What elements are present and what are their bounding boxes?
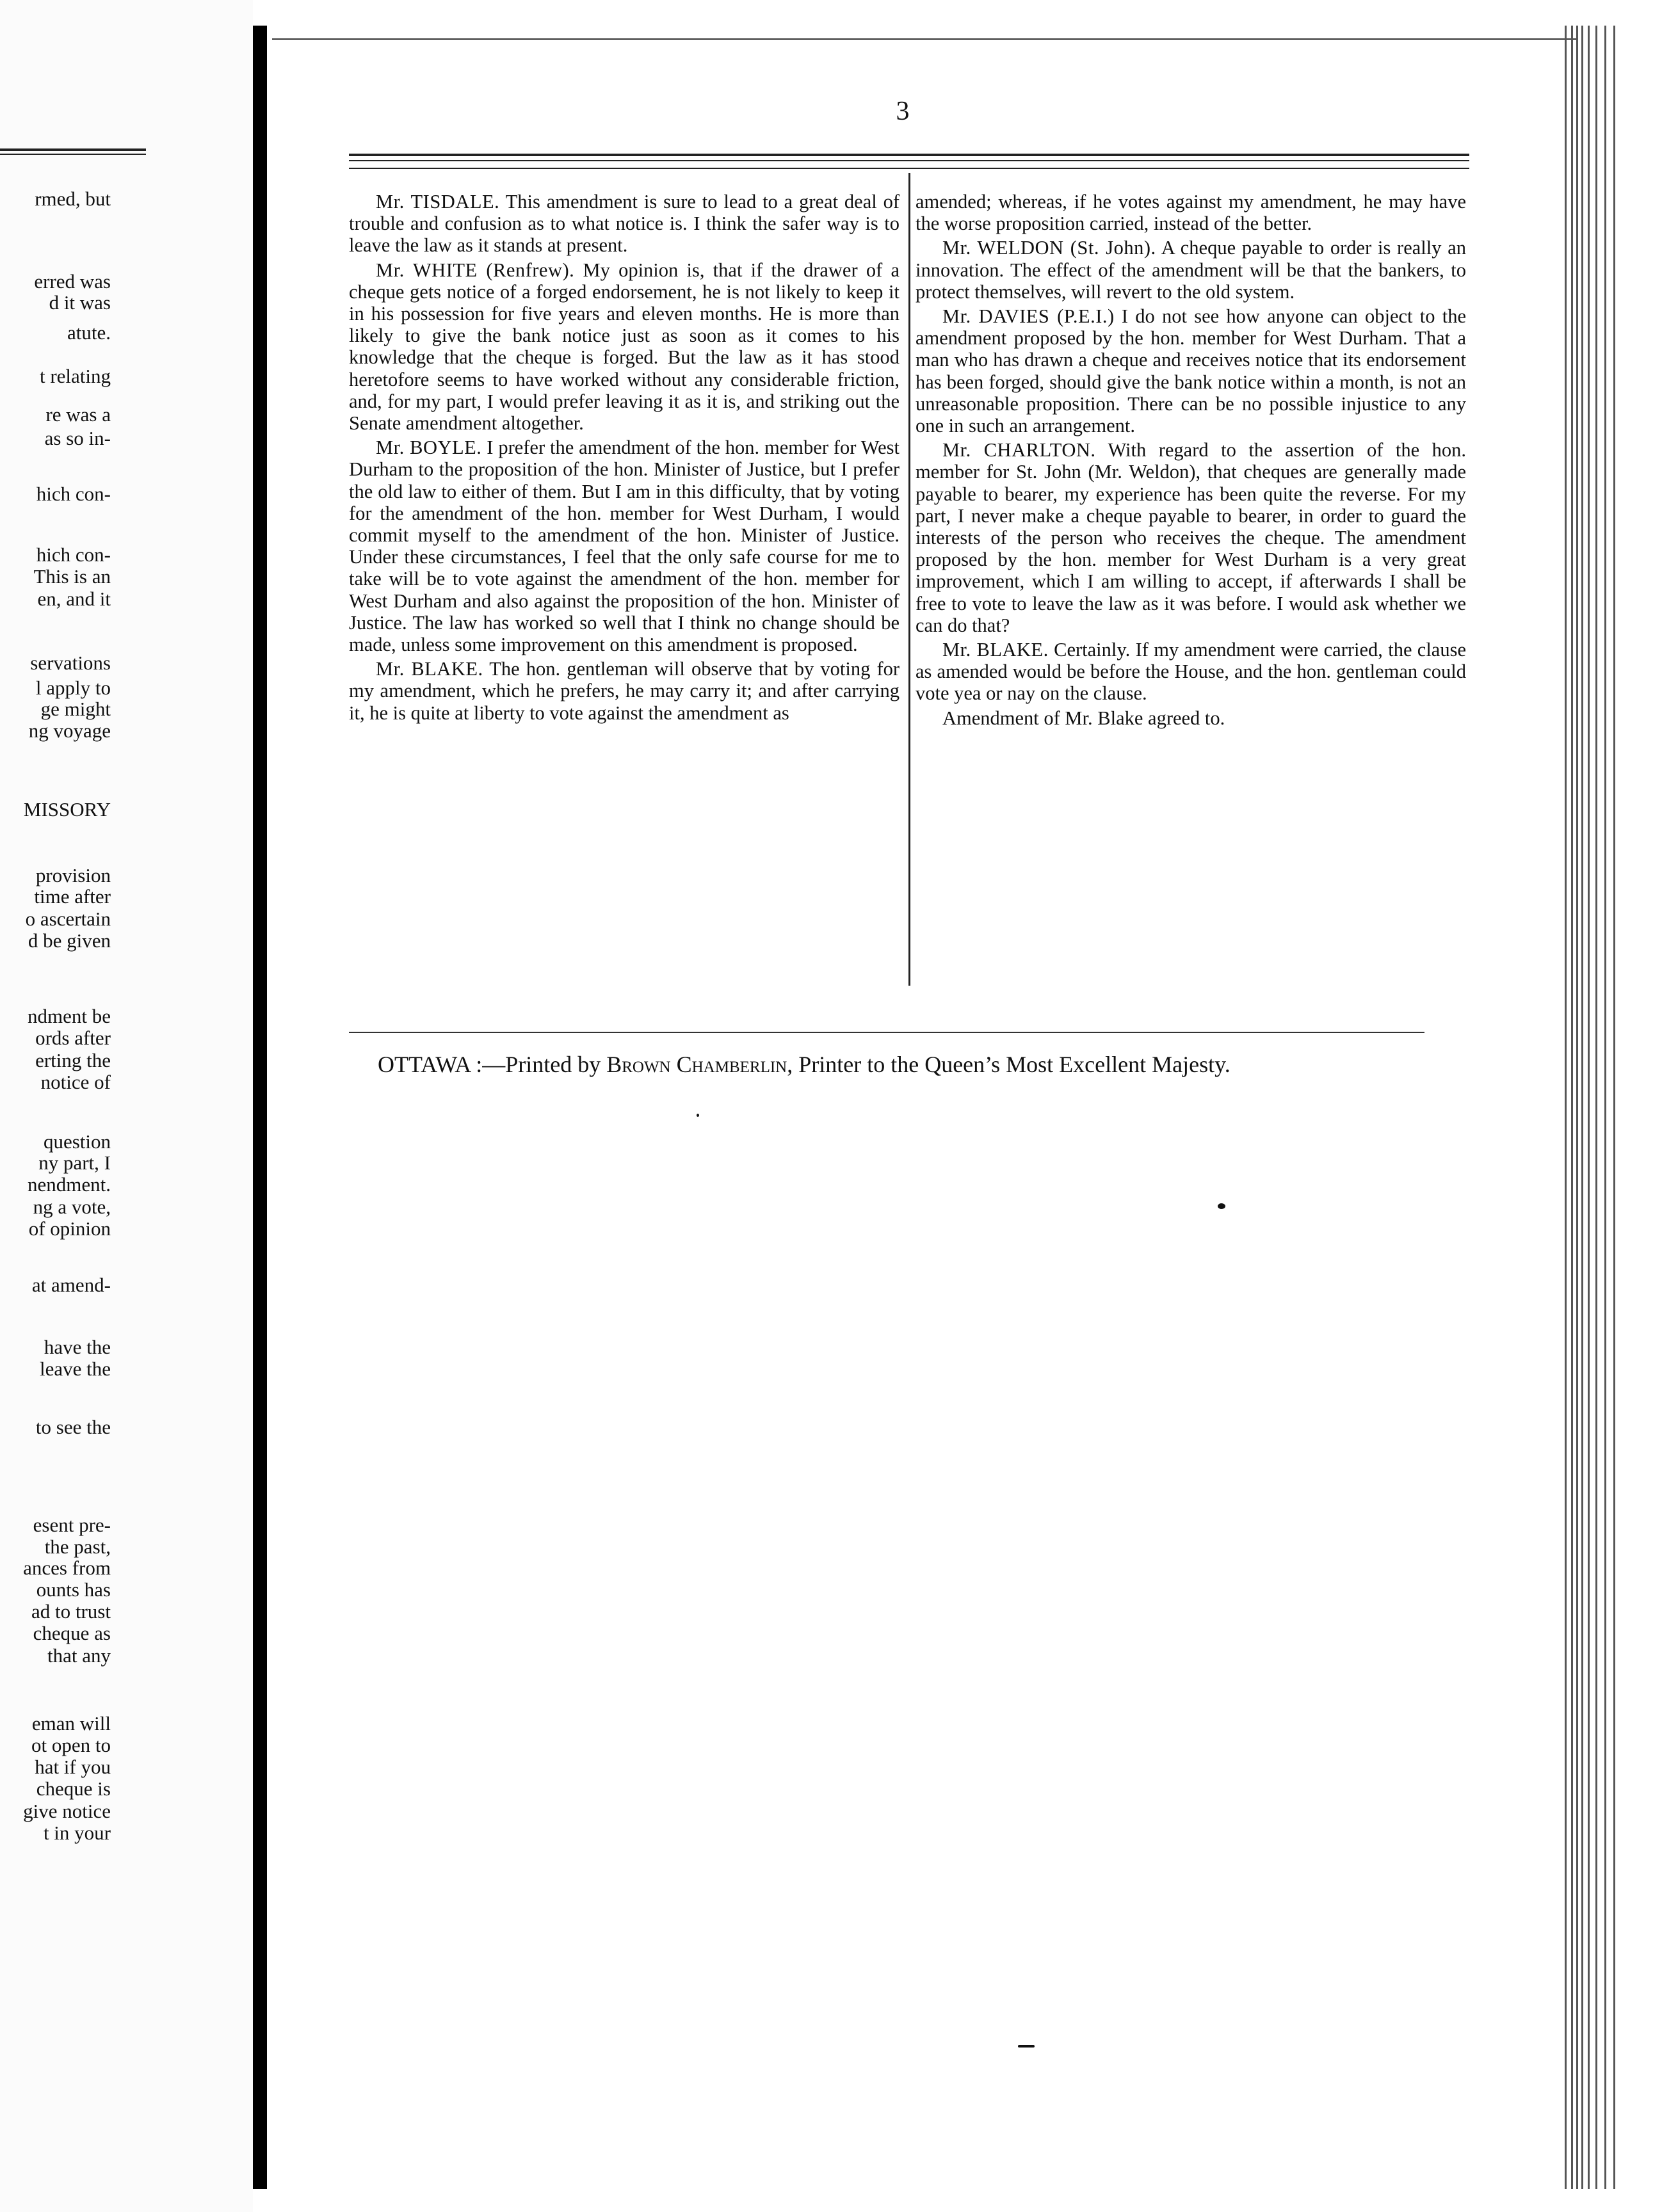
column-divider: [908, 173, 910, 986]
speech-paragraph: [916, 305, 1466, 437]
left-page-fragment: provision: [35, 864, 111, 886]
speech-paragraph: [916, 237, 1466, 303]
left-page-fragment: t relating: [39, 365, 111, 387]
speaker-name: Mr. BLAKE.: [942, 639, 1049, 661]
left-page-fragment: question: [43, 1130, 111, 1153]
left-page-fragment: d it was: [49, 291, 111, 314]
left-page-fragment: have the: [44, 1336, 111, 1358]
speech-text: Certainly. If my amendment were carried, the clause as amended would be before the House, and the hon. gentleman could vote yea or nay on the clause.: [916, 639, 1466, 705]
header-rule: [349, 168, 1469, 169]
left-page-fragment: cheque is: [36, 1777, 111, 1800]
speaker-name: Mr. BLAKE.: [376, 658, 483, 680]
left-page-fragment: ng a vote,: [33, 1196, 111, 1218]
imprint-suffix: , Printer to the Queen’s Most Excellent Majesty.: [787, 1052, 1230, 1077]
left-page-fragment: atute.: [67, 321, 111, 344]
left-page-fragment: as so in-: [44, 427, 111, 449]
speech-text: amended; whereas, if he votes against my amendment, he may have the worse proposition carried, instead of the better.: [916, 191, 1466, 235]
left-page-fragment: of opinion: [28, 1217, 111, 1240]
left-page-fragment: time after: [34, 885, 111, 908]
speaker-name: Mr. WHITE (Renfrew).: [376, 259, 575, 281]
left-page-fragment: hat if you: [35, 1756, 111, 1778]
left-page-fragment: leave the: [39, 1358, 111, 1380]
page-top-edge: [272, 38, 1578, 40]
speech-paragraph: [349, 658, 900, 724]
page-leaf-edge: [1595, 26, 1597, 2189]
left-page-fragment: re was a: [45, 403, 111, 426]
imprint-prefix: OTTAWA :—Printed by: [378, 1052, 607, 1077]
left-page-fragment: l apply to: [35, 677, 111, 699]
left-page-fragment: hich con-: [36, 483, 111, 505]
left-page-fragment: ances from: [23, 1557, 111, 1579]
speech-paragraph: [349, 191, 900, 257]
speech-text: A cheque payable to order is really an innovation. The effect of the amendment will be that the bankers, to protect themselves, will revert to the old system.: [916, 237, 1466, 303]
speaker-name: Mr. CHARLTON.: [942, 439, 1096, 461]
left-page-fragment: ge might: [40, 698, 111, 720]
left-page-fragment: en, and it: [37, 588, 111, 610]
left-page-fragment: notice of: [40, 1071, 111, 1093]
speaker-name: Mr. WELDON (St. John).: [942, 237, 1156, 259]
right-column: [916, 191, 1466, 732]
speech-paragraph: [916, 707, 1466, 729]
left-page-fragment: cheque as: [33, 1622, 111, 1644]
left-page-fragment: the past,: [44, 1535, 111, 1558]
left-page-fragment: to see the: [35, 1416, 111, 1438]
speaker-name: Mr. DAVIES (P.E.I.): [942, 305, 1115, 328]
page-leaf-edge: [1576, 26, 1578, 2189]
left-page-fragment: esent pre-: [33, 1514, 111, 1536]
left-page-fragment: ng voyage: [28, 719, 111, 742]
left-page-fragment: erred was: [34, 270, 111, 293]
left-page-fragment: o ascertain: [25, 908, 111, 930]
left-page-fragment: ny part, I: [38, 1151, 111, 1174]
speech-text: Amendment of Mr. Blake agreed to.: [942, 707, 1225, 729]
left-page-fragment: ndment be: [28, 1005, 111, 1027]
page-leaf-edge: [1604, 26, 1606, 2189]
left-page-fragment: that any: [47, 1644, 111, 1667]
speech-text: My opinion is, that if the drawer of a cheque gets notice of a forged endorsement, he is not likely to keep it in his possession for five years and eleven months. He is more than likely to give the bank notice just as soon as it comes to his knowledge that the cheque is forged. But the law as it has stood heretofore seems to have worked without any considerable friction, and, for my part, I would prefer leaving it as it is, and striking out the Senate amendment altogether.: [349, 259, 900, 435]
page-leaf-edge: [1571, 26, 1573, 2189]
speaker-name: Mr. BOYLE.: [376, 437, 482, 459]
page-leaf-edge: [1565, 26, 1567, 2189]
speech-text: I do not see how anyone can object to the amendment proposed by the hon. member for West Durham. That a man who has drawn a cheque and receives notice that its endorsement has been forged, should give the bank notice within a month, is not an unreasonable proposition. There can be no possible injustice to any one in such an arrangement.: [916, 305, 1466, 437]
left-page-fragment: rmed, but: [35, 188, 111, 210]
left-page-fragment: eman will: [31, 1712, 111, 1735]
speech-text: I prefer the amendment of the hon. member for West Durham to the proposition of the hon. Minister of Justice, but I prefer the old law to either of them. But I am in this difficulty, that by voting for the amendment of the hon. member for West Durham, I would commit myself to the amendment of the hon. Minister of Justice. Under these circumstances, I feel that the only safe course for me to take will be to vote against the amendment of the hon. member for West Durham and also against the proposition of the hon. Minister of Justice. The law has worked so well that I think no change should be made, unless some improvement on this amendment is proposed.: [349, 437, 900, 656]
left-page-fragment: servations: [30, 652, 111, 674]
left-page-fragment: ad to trust: [31, 1600, 111, 1623]
page-leaf-edge: [1588, 26, 1590, 2189]
left-facing-page: [0, 0, 253, 2212]
left-page-fragment: ot open to: [31, 1734, 111, 1756]
left-column: [349, 191, 900, 726]
header-rule: [349, 154, 1469, 156]
printer-imprint: [378, 1051, 1434, 1078]
footer-rule: [349, 1032, 1424, 1033]
page-number: 3: [896, 97, 910, 126]
left-page-fragment: nendment.: [28, 1173, 111, 1196]
binding-gutter: [253, 26, 267, 2189]
page-leaf-edge: [1613, 26, 1615, 2189]
left-page-fragment: d be given: [28, 929, 111, 952]
speech-paragraph: [916, 191, 1466, 234]
left-page-rule: [0, 148, 146, 151]
left-page-fragment: t in your: [43, 1822, 111, 1844]
speech-text: With regard to the assertion of the hon. member for St. John (Mr. Weldon), that cheques are generally made payable to bearer, my experience has been quite the reverse. For my part, I never make a cheque payable to bearer, in order to guard the interests of the person who receives the cheque. The amendment proposed by the hon. member for West Durham is a very great improvement, which I am willing to accept, if afterwards I shall be free to vote to leave the law as it was before. I would ask whether we can do that?: [916, 439, 1466, 636]
speech-text: The hon. gentleman will observe that by voting for my amendment, which he prefers, he may carry it; and after carrying it, he is quite at liberty to vote against the amendment as: [349, 658, 900, 724]
left-page-rule: [0, 154, 146, 155]
speech-paragraph: [349, 259, 900, 435]
speech-paragraph: [916, 439, 1466, 636]
header-rule: [349, 160, 1469, 161]
left-page-fragment: give notice: [23, 1800, 111, 1822]
speech-text: This amendment is sure to lead to a great deal of trouble and confusion as to what notice is. I think the safer way is to leave the law as it stands at present.: [349, 191, 900, 257]
left-page-fragment: hich con-: [36, 543, 111, 566]
speech-paragraph: [349, 437, 900, 655]
scan-speck: [1018, 2045, 1035, 2048]
scan-speck: [1218, 1203, 1225, 1209]
left-page-fragment: MISSORY: [23, 798, 111, 821]
speech-paragraph: [916, 639, 1466, 705]
page-edge-stack: [1562, 26, 1662, 2189]
speaker-name: Mr. TISDALE.: [376, 191, 500, 212]
scan-speck: [697, 1114, 699, 1117]
imprint-printer: Brown Chamberlin: [606, 1052, 787, 1077]
left-page-fragment: erting the: [35, 1049, 111, 1071]
left-page-fragment: This is an: [33, 565, 111, 588]
page-leaf-edge: [1581, 26, 1583, 2189]
left-page-fragment: ounts has: [36, 1578, 111, 1601]
left-page-fragment: at amend-: [31, 1274, 111, 1296]
left-page-fragment: ords after: [35, 1027, 111, 1049]
